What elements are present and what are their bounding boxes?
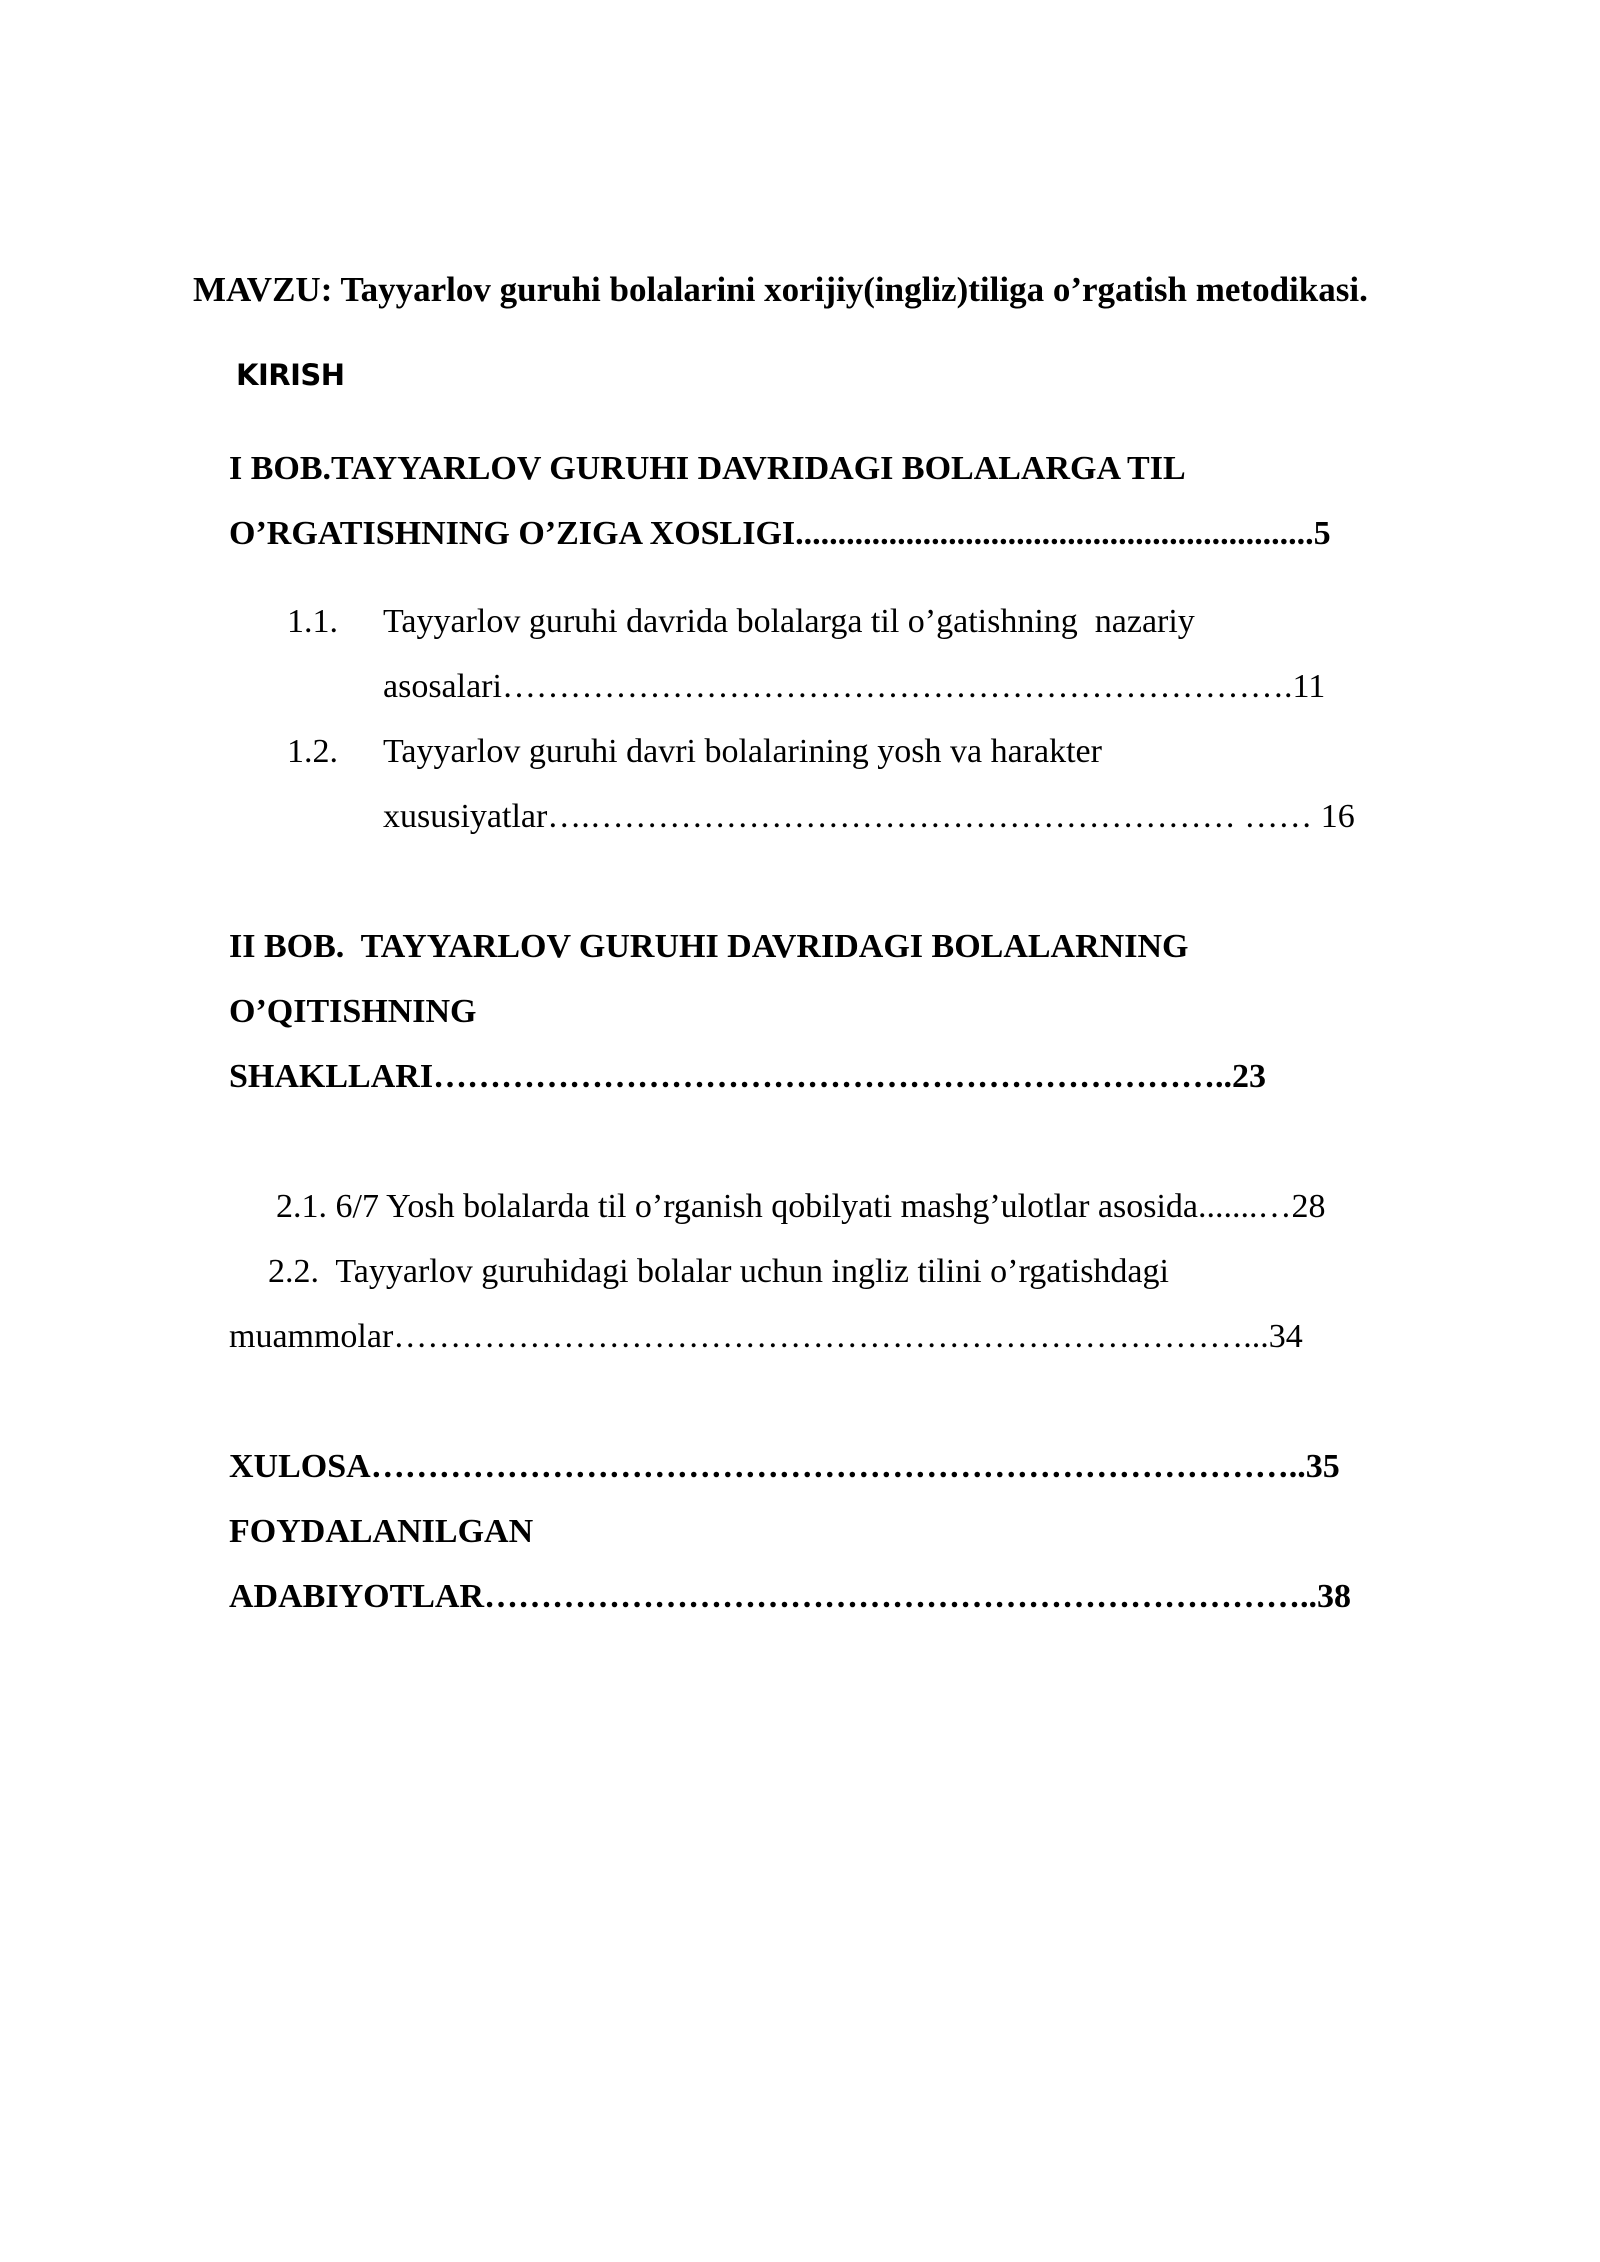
- section-number: 1.2.: [287, 733, 338, 770]
- section-title-line-2: xususiyatlar….………………………………………………… …… 16: [383, 798, 1355, 835]
- document-title: MAVZU: Tayyarlov guruhi bolalarini xorijiy(ingliz)tiliga o’rgatish metodikasi.: [193, 270, 1368, 309]
- chapter-2-title-line-3: SHAKLLARI……………………………………………………………..23: [229, 1058, 1267, 1095]
- section-title-line-1: Tayyarlov guruhi davrida bolalarga til o’gatishning nazariy: [383, 603, 1195, 640]
- section-title-line-1: Tayyarlov guruhi davri bolalarining yosh va harakter: [383, 733, 1102, 770]
- section-title-line-2: asosalari…………………………………………………………….11: [383, 668, 1326, 705]
- chapter-2-title-line-2: O’QITISHNING: [229, 993, 477, 1030]
- chapter-1-title-line-1: I BOB.TAYYARLOV GURUHI DAVRIDAGI BOLALARGA TIL: [229, 450, 1186, 487]
- references-line-2: ADABIYOTLAR………………………………………………………………..38: [229, 1578, 1352, 1615]
- chapter-1-title-line-2: O’RGATISHNING O’ZIGA XOSLIGI.............................................................5: [229, 515, 1331, 552]
- section-title-line-1: 2.2. Tayyarlov guruhidagi bolalar uchun ingliz tilini o’rgatishdagi: [268, 1253, 1169, 1290]
- section-title-line-1: 2.1. 6/7 Yosh bolalarda til o’rganish qobilyati mashg’ulotlar asosida.......…28: [276, 1188, 1326, 1225]
- references-line-1: FOYDALANILGAN: [229, 1513, 534, 1550]
- section-number: 1.1.: [287, 603, 338, 640]
- section-title-line-2: muammolar…………………………………………………………………...34: [229, 1318, 1303, 1355]
- toc-intro: KIRISH: [236, 358, 345, 392]
- chapter-2-title-line-1: II BOB. TAYYARLOV GURUHI DAVRIDAGI BOLALARNING: [229, 928, 1189, 965]
- toc-conclusion: XULOSA………………………………………………………………………..35: [229, 1448, 1340, 1485]
